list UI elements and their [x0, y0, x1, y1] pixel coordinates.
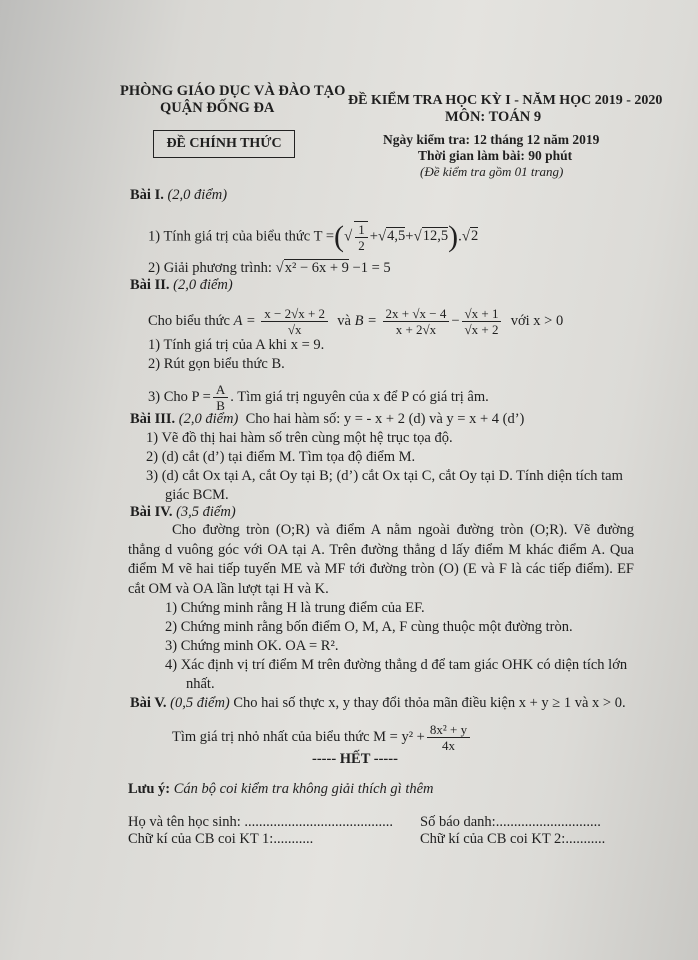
bai5-question	[172, 722, 472, 753]
bai1-heading	[130, 186, 227, 204]
bai2-title: Bài II.	[130, 277, 170, 293]
bai3-q1: 1) Vẽ đồ thị hai hàm số trên cùng một hệ trục tọa độ.	[146, 430, 453, 446]
bai4-points: (3,5 điểm)	[176, 504, 236, 520]
official-exam-box: ĐỀ CHÍNH THỨC	[153, 130, 295, 158]
exam-date: Ngày kiểm tra: 12 tháng 12 năm 2019	[383, 132, 600, 147]
end-mark: ----- HẾT -----	[312, 751, 398, 767]
exam-duration: Thời gian làm bài: 90 phút	[418, 148, 573, 163]
supervisor-1-signature: Chữ kí của CB coi KT 1:...........	[128, 831, 314, 847]
bai2-given: Cho biểu thức	[148, 312, 230, 329]
student-name-field: Họ và tên học sinh: .........................................	[128, 814, 394, 830]
bai4-q1: 1) Chứng minh rằng H là trung điểm của EF.	[165, 600, 425, 616]
bai2-q1: 1) Tính giá trị của A khi x = 9.	[148, 337, 325, 353]
bai1-q2: 2) Giải phương trình: √x² − 6x + 9 −1 = 5	[148, 260, 391, 276]
bai4-q4-line2: nhất.	[186, 676, 215, 692]
bai1-q1-radicand-4: 2	[470, 228, 479, 245]
bai3-q2: 2) (d) cắt (d’) tại điểm M. Tìm tọa độ điểm M.	[146, 449, 416, 465]
bai2-expressions: Cho biểu thức A = $\frac{x - 2√x + 2}{√x}$ và B = $\frac{2x + √x - 4}{x + 2√x}$ − $\frac{√x + 1}{√x + 2}$ với x > 0	[148, 306, 564, 337]
bai4-q3: 3) Chứng minh OK. OA = R².	[165, 638, 339, 654]
bai4-title: Bài IV.	[130, 504, 173, 520]
bai2-heading	[130, 276, 233, 294]
expr-a-lhs: A =	[233, 312, 256, 329]
bai2-q2: 2) Rút gọn biểu thức B.	[148, 356, 285, 372]
m-lhs: M = y² +	[373, 728, 425, 745]
bai1-q1-text: 1) Tính giá trị của biểu thức	[148, 228, 311, 245]
candidate-number-field: Số báo danh:.............................	[420, 814, 601, 830]
bai4-q4-line1: 4) Xác định vị trí điểm M trên đường thẳng d để tam giác OHK có diện tích lớn	[165, 657, 628, 673]
expr-b-fraction-2: $\frac{√x + 1}{√x + 2}$	[462, 306, 502, 337]
bai2-q3: 3) Cho P = $\frac{A}{B}$ . Tìm giá trị nguyên của x để P có giá trị âm.	[148, 382, 489, 413]
supervisor-2-signature: Chữ kí của CB coi KT 2:...........	[420, 831, 606, 847]
bai1-q1-lhs: T =	[313, 228, 334, 245]
bai1-q1-radicand-2: 4,5	[387, 228, 406, 245]
exam-title: ĐỀ KIỂM TRA HỌC KỲ I - NĂM HỌC 2019 - 2020	[348, 93, 663, 108]
bai1-q2-text: 2) Giải phương trình:	[148, 260, 272, 276]
bai2-points: (2,0 điểm)	[173, 277, 233, 293]
note	[128, 780, 434, 798]
bai5-q-text: Tìm giá trị nhỏ nhất của biểu thức	[172, 728, 370, 745]
bai3-title: Bài III.	[130, 411, 176, 427]
bai3-q3-line2: giác BCM.	[165, 487, 229, 503]
district-name: QUẬN ĐỐNG ĐA	[160, 100, 275, 116]
note-label: Lưu ý:	[128, 781, 171, 797]
bai3-q3-line1: 3) (d) cắt Ox tại A, cắt Oy tại B; (d’) cắt Ox tại C, cắt Oy tại D. Tính diện tích tam	[146, 468, 623, 484]
bai1-q2-radicand: x² − 6x + 9	[284, 260, 349, 276]
bai4-q2: 2) Chứng minh rằng bốn điểm O, M, A, F cùng thuộc một đường tròn.	[165, 619, 573, 635]
pages-note: (Đề kiểm tra gồm 01 trang)	[420, 164, 564, 179]
radical-sign: √	[344, 228, 353, 245]
bai5-heading	[130, 694, 626, 712]
paren-close: )	[448, 220, 459, 253]
bai3-points: (2,0 điểm)	[178, 411, 239, 427]
bai5-title: Bài V.	[130, 695, 167, 711]
note-text: Cán bộ coi kiểm tra không giải thích gì thêm	[173, 781, 434, 797]
and-word: và	[337, 312, 351, 329]
subject: MÔN: TOÁN 9	[445, 109, 542, 125]
bai3-heading	[130, 410, 524, 428]
m-fraction: $\frac{\text{8x² + y}}{4x}$	[427, 722, 470, 753]
bai1-q1-radicand-3: 12,5	[422, 228, 449, 245]
p-fraction: $\frac{A}{B}$	[213, 382, 228, 413]
bai5-points: (0,5 điểm)	[170, 695, 230, 711]
bai4-intro: Cho đường tròn (O;R) và điểm A nằm ngoài đường tròn (O;R). Vẽ đường thẳng d vuông góc với OA tại A. Trên đường thẳng d lấy điểm M khác điểm A. Qua điểm M vẽ hai tiếp tuyến ME và MF tới đường tròn (O) (E và F là các tiếp điểm). EF cắt OM và OA lần lượt tại H và K.	[128, 522, 634, 597]
expr-b-lhs: B =	[354, 312, 377, 329]
bai1-q1-fraction: $\frac{1}{2}$	[354, 221, 368, 253]
expr-b-fraction-1: $\frac{2x + √x - 4}{x + 2√x}$	[383, 306, 450, 337]
paren-open: (	[334, 220, 344, 253]
department-name: PHÒNG GIÁO DỤC VÀ ĐÀO TẠO	[120, 83, 346, 99]
bai3-intro: Cho hai hàm số: y = - x + 2 (d) và y = x + 4 (d’)	[245, 411, 525, 427]
bai1-points: (2,0 điểm)	[167, 187, 228, 203]
bai1-title: Bài I.	[130, 187, 164, 203]
expr-a-fraction: $\frac{x - 2√x + 2}{√x}$	[261, 306, 328, 337]
bai1-q2-rest: −1 = 5	[352, 260, 391, 276]
bai5-intro: Cho hai số thực x, y thay đổi thỏa mãn điều kiện x + y ≥ 1 và x > 0.	[233, 695, 626, 711]
bai4-heading	[130, 503, 236, 521]
bai1-q1: 1) Tính giá trị của biểu thức T =(√ $\frac{1}{2}$ +√4,5+√12,5).√2	[148, 220, 479, 253]
condition: với x > 0	[510, 312, 564, 329]
